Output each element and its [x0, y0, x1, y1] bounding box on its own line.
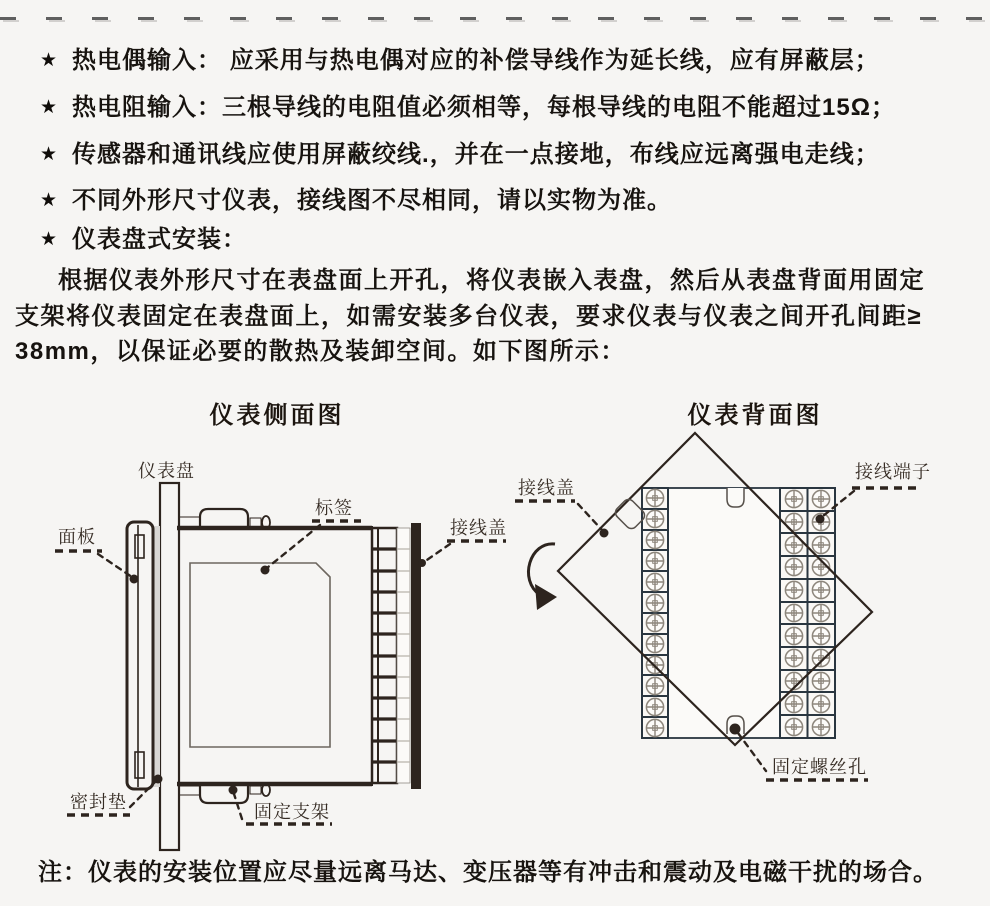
star-icon: ★ — [40, 97, 58, 118]
callout-seal-gasket — [67, 775, 163, 816]
side-view-diagram — [40, 450, 510, 840]
bullet-text: 仪表盘式安装： — [72, 226, 248, 253]
fixing-screw-hole — [727, 716, 744, 735]
svg-text:密封垫: 密封垫 — [70, 792, 127, 812]
svg-text:标签: 标签 — [315, 498, 353, 518]
star-icon: ★ — [40, 144, 58, 165]
terminal-block-right — [780, 488, 835, 738]
back-view-diagram — [510, 428, 960, 800]
callout-fixing-screw-hole — [738, 733, 868, 780]
bullet-text: 热电阻输入：三根导线的电阻值必须相等，每根导线的电阻不能超过15Ω； — [72, 94, 896, 121]
svg-text:固定螺丝孔: 固定螺丝孔 — [772, 757, 867, 777]
bottom-fixing-bracket — [179, 784, 270, 803]
back-view-title: 仪表背面图 — [687, 403, 823, 429]
star-icon: ★ — [40, 50, 58, 71]
back-panel-tab — [727, 488, 744, 507]
front-panel-bezel — [127, 522, 153, 789]
terminal-column-left — [642, 488, 668, 738]
callout-terminal-cover — [418, 518, 507, 567]
label-sticker — [190, 563, 330, 747]
paragraph-line: 根据仪表外形尺寸在表盘面上开孔，将仪表嵌入表盘，然后从表盘背面用固定 — [58, 267, 925, 294]
terminal-ladder — [372, 528, 410, 783]
bullet-text: 不同外形尺寸仪表，接线图不尽相同，请以实物为准。 — [72, 187, 673, 214]
bullet-item — [40, 142, 880, 168]
star-icon: ★ — [40, 229, 58, 250]
svg-text:接线盖: 接线盖 — [450, 518, 507, 538]
bullet-item — [40, 227, 247, 253]
top-dashed-separator-shadow — [3, 20, 990, 22]
paragraph-line: 38mm，以保证必要的散热及装卸空间。如下图所示： — [15, 338, 626, 365]
side-view-title: 仪表侧面图 — [209, 403, 345, 429]
callout-fixing-bracket — [229, 786, 333, 825]
svg-text:面板: 面板 — [58, 527, 96, 547]
svg-text:接线端子: 接线端子 — [855, 462, 931, 482]
callout-back-terminal-cover — [515, 478, 609, 538]
svg-text:接线盖: 接线盖 — [518, 478, 575, 498]
bullet-item — [40, 95, 896, 121]
bullet-text: 热电偶输入： 应采用与热电偶对应的补偿导线作为延长线，应有屏蔽层； — [72, 47, 880, 74]
callout-panel-board: 仪表盘 — [138, 461, 195, 481]
bullet-item — [40, 48, 880, 74]
note-text: 注：仪表的安装位置应尽量远离马达、变压器等有冲击和震动及电磁干扰的场合。 — [38, 859, 938, 886]
bullet-item — [40, 188, 672, 214]
star-icon: ★ — [40, 190, 58, 211]
bullet-text: 传感器和通讯线应使用屏蔽绞线.，并在一点接地，布线应远离强电走线； — [72, 141, 880, 168]
paragraph-line: 支架将仪表固定在表盘面上，如需安装多台仪表，要求仪表与仪表之间开孔间距≥ — [15, 303, 923, 330]
rotate-arrow-icon — [528, 544, 557, 610]
svg-text:固定支架: 固定支架 — [254, 802, 330, 822]
panel-board-hatch — [160, 483, 179, 850]
